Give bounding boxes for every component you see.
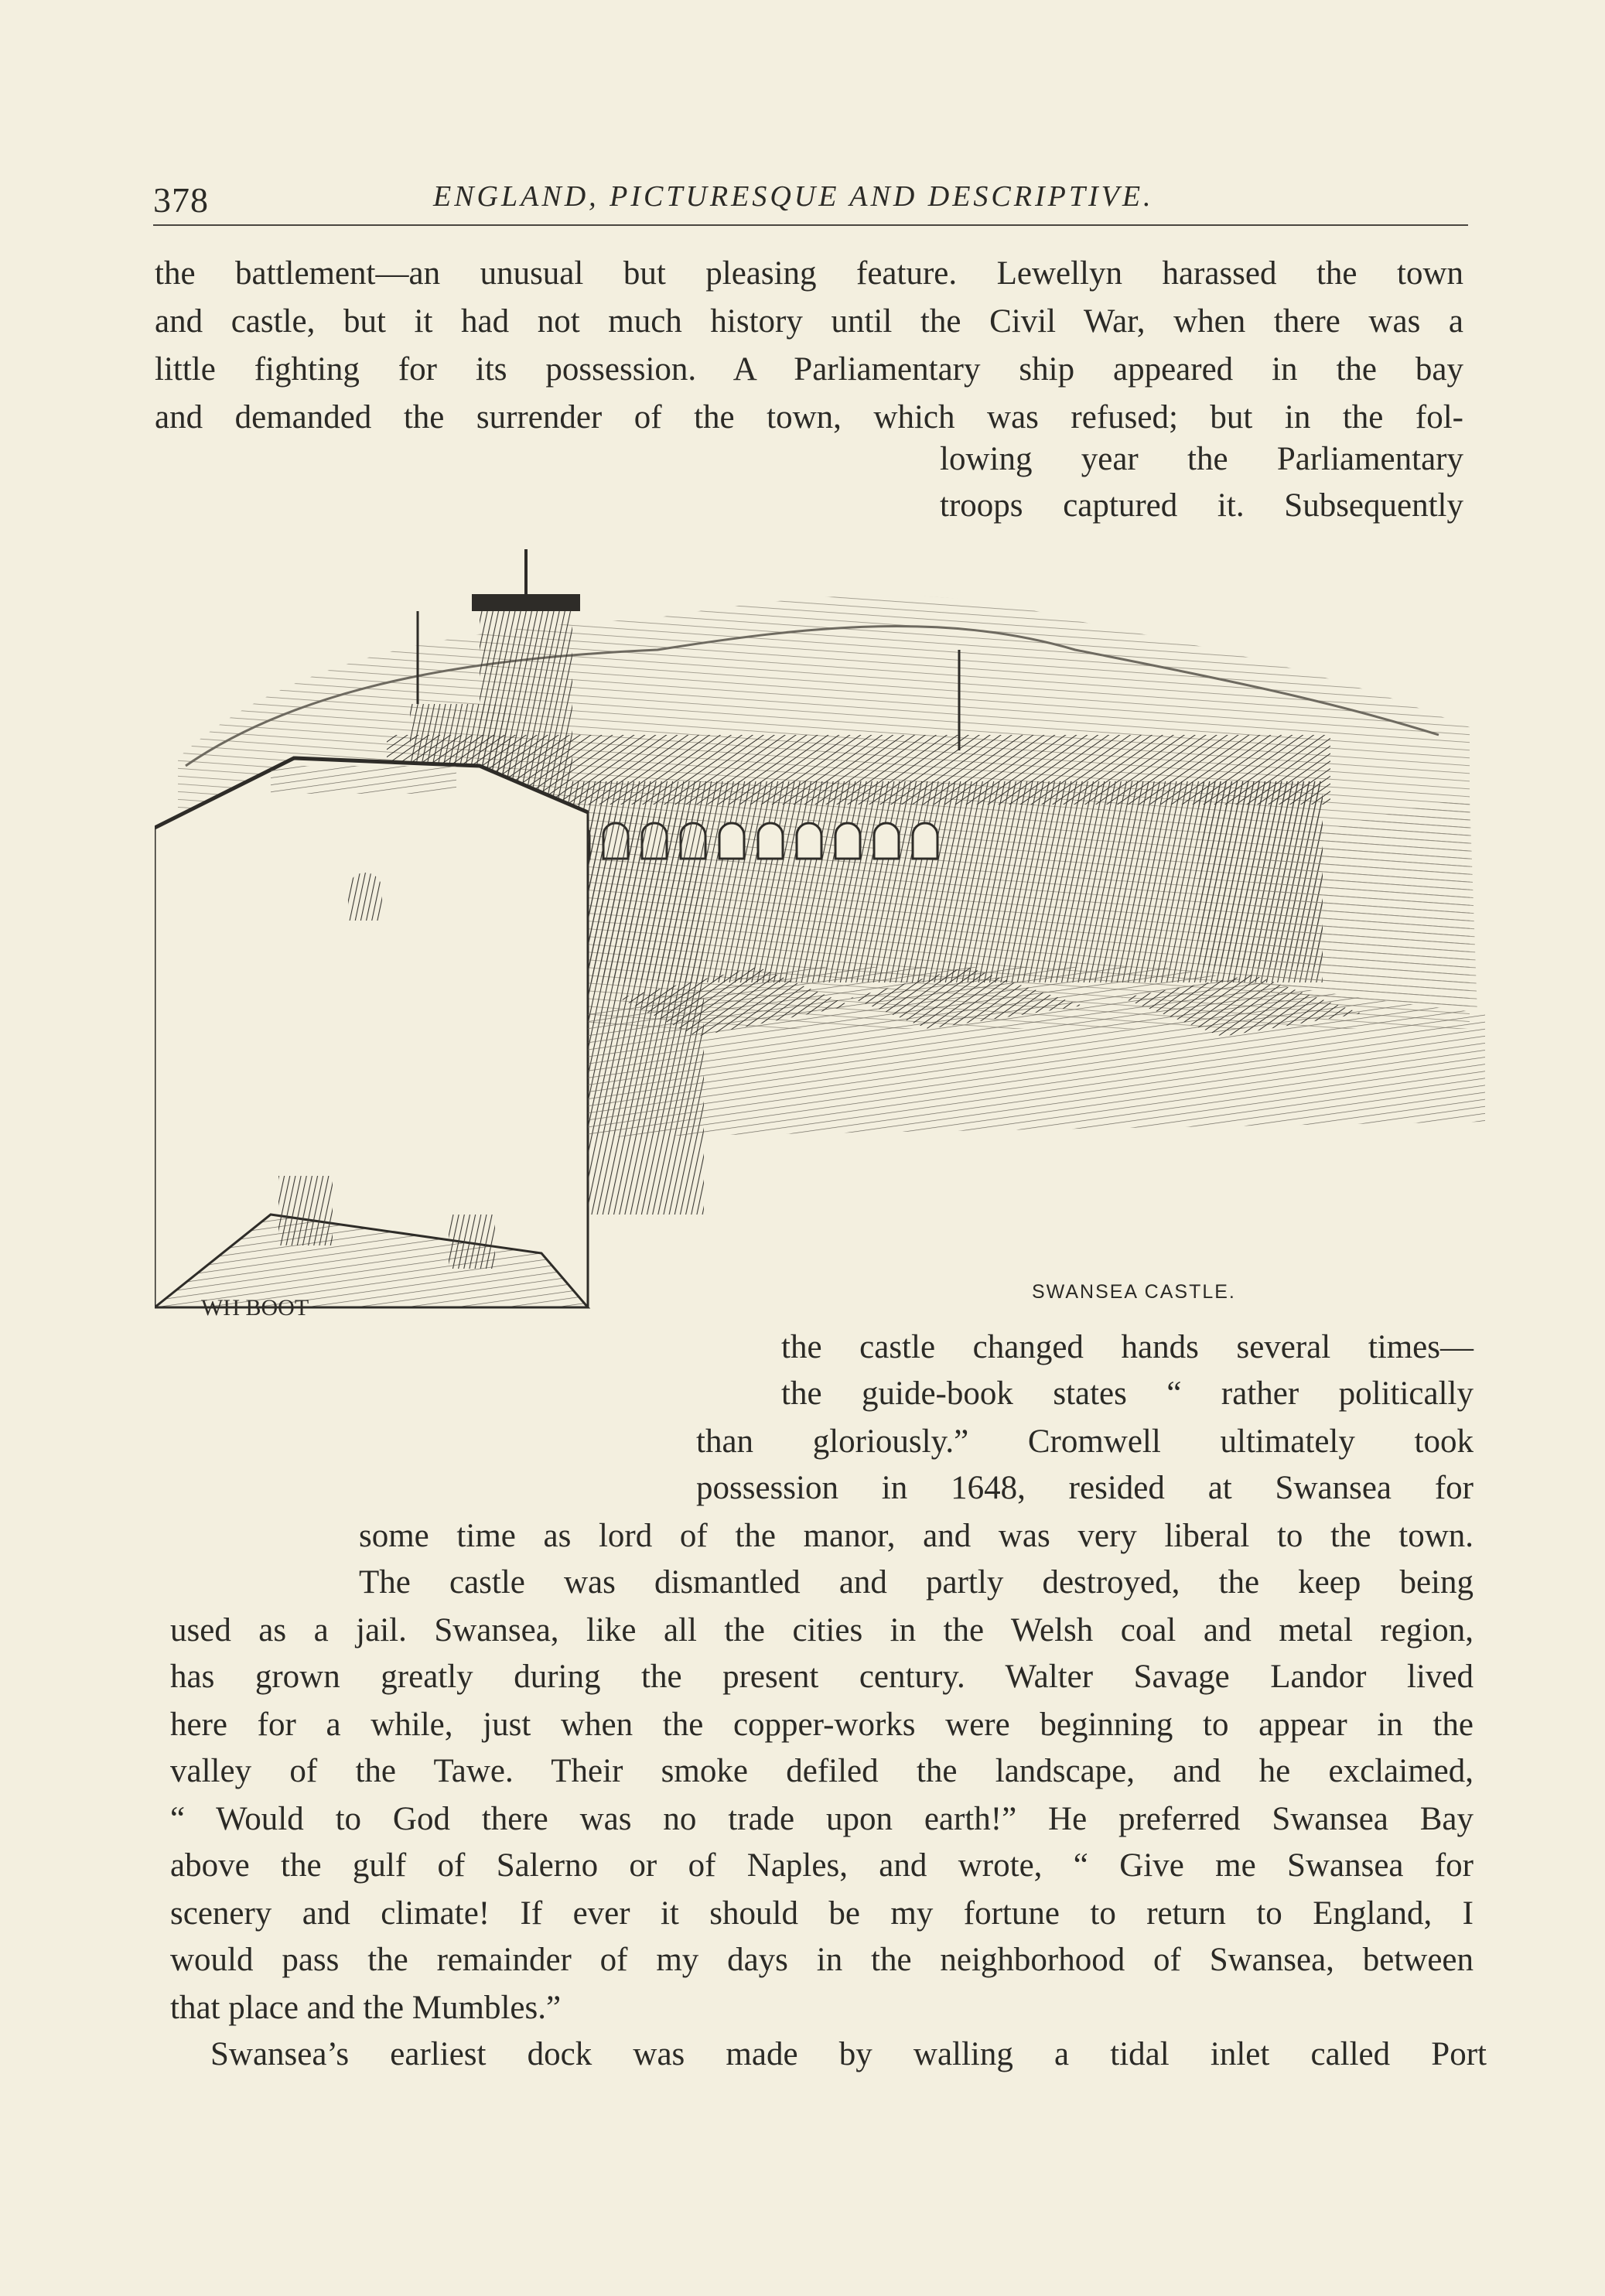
engraver-signature: WH BOOT [201, 1295, 309, 1321]
text-line: little fighting for its possession. A Parliamentary ship appeared in the bay [155, 351, 1463, 388]
text-line: than gloriously.” Cromwell ultimately took [696, 1423, 1474, 1460]
text-line: and castle, but it had not much history until the Civil War, when there was a [155, 303, 1463, 340]
text-line: the castle changed hands several times— [781, 1329, 1474, 1365]
text-line: lowing year the Parliamentary [940, 441, 1463, 477]
header-rule [153, 224, 1468, 226]
text-line: would pass the remainder of my days in the neighborhood of Swansea, between [170, 1942, 1474, 1978]
text-line: The castle was dismantled and partly destroyed, the keep being [359, 1564, 1474, 1601]
text-line: Swansea’s earliest dock was made by walling a tidal inlet called Port [210, 2036, 1487, 2072]
text-line: that place and the Mumbles.” [170, 1990, 562, 2026]
text-line: scenery and climate! If ever it should be my fortune to return to England, I [170, 1895, 1474, 1932]
text-line: valley of the Tawe. Their smoke defiled the landscape, and he exclaimed, [170, 1753, 1474, 1789]
text-line: “ Would to God there was no trade upon earth!” He preferred Swansea Bay [170, 1801, 1474, 1837]
text-line: troops captured it. Subsequently [940, 487, 1463, 524]
text-line: the battlement—an unusual but pleasing feature. Lewellyn harassed the town [155, 255, 1463, 292]
text-line: the guide-book states “ rather politically [781, 1375, 1474, 1412]
text-line: above the gulf of Salerno or of Naples, and wrote, “ Give me Swansea for [170, 1847, 1474, 1884]
text-line: and demanded the surrender of the town, which was refused; but in the fol- [155, 399, 1463, 436]
text-line: used as a jail. Swansea, like all the cities in the Welsh coal and metal region, [170, 1612, 1474, 1649]
text-line: possession in 1648, resided at Swansea for [696, 1470, 1474, 1506]
text-line: here for a while, just when the copper-works were beginning to appear in the [170, 1707, 1474, 1743]
page-number: 378 [153, 180, 209, 220]
text-line: some time as lord of the manor, and was very liberal to the town. [359, 1518, 1474, 1554]
figure-caption: SWANSEA CASTLE. [1032, 1281, 1236, 1303]
running-title: ENGLAND, PICTURESQUE AND DESCRIPTIVE. [433, 180, 1154, 213]
text-line: has grown greatly during the present century. Walter Savage Landor lived [170, 1659, 1474, 1695]
